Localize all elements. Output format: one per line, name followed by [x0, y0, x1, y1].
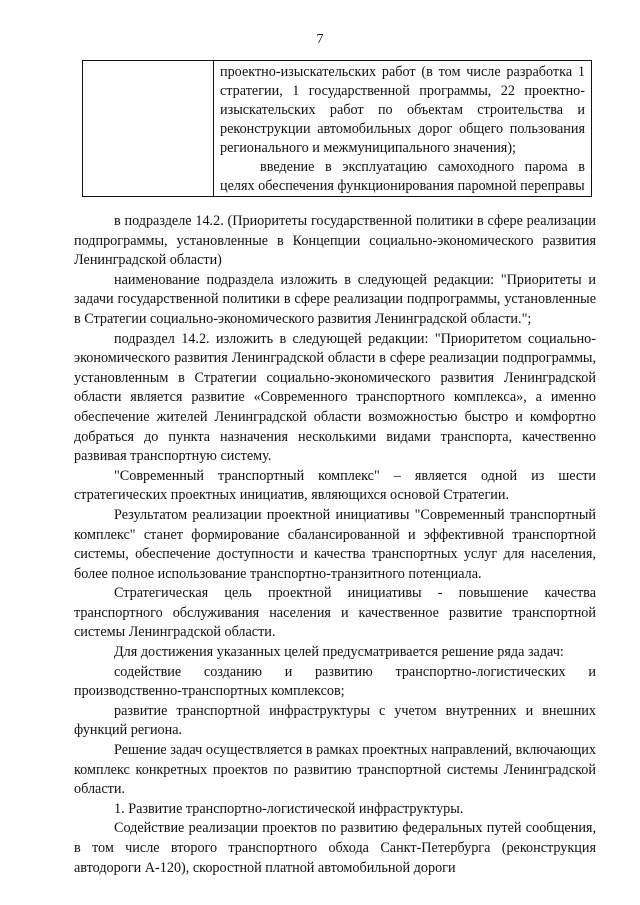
- table-paragraph: проектно-изыскательских работ (в том числе разработка 1 стратегии, 1 государственной программы, 22 проектно-изыскательских работ по объектам строительства и реконструкции автомобильных дорог общего пользования регионального и межмуниципального значения);: [220, 64, 585, 156]
- paragraph: содействие созданию и развитию транспортно-логистических и производственно-транспортных комплексов;: [74, 663, 596, 700]
- paragraph: подраздел 14.2. изложить в следующей редакции: "Приоритетом социально-экономического развития Ленинградской области в сфере реализации подпрограммы, установленным в Стратегии социально-экономического развития Ленинградской области является развитие «Современного транспортного комплекса», а именно обеспечение жителей Ленинградской области возможностью быстро и комфортно добраться до пункта назначения несколькими видами транспорта, качественно развивая транспортную систему.: [74, 330, 596, 465]
- body-text: [74, 212, 596, 878]
- continuation-table: [82, 60, 592, 197]
- paragraph: "Современный транспортный комплекс" – является одной из шести стратегических проектных инициатив, являющихся основой Стратегии.: [74, 467, 596, 504]
- table-cell-text: [214, 61, 592, 197]
- paragraph: Результатом реализации проектной инициативы "Современный транспортный комплекс" станет формирование сбалансированной и эффективной транспортной системы, обеспечение доступности и качества транспортных услуг для населения, более полное использование транспортно-транзитного потенциала.: [74, 506, 596, 582]
- paragraph: 1. Развитие транспортно-логистической инфраструктуры.: [114, 800, 464, 817]
- paragraph: развитие транспортной инфраструктуры с учетом внутренних и внешних функций региона.: [74, 702, 596, 739]
- paragraph: Содействие реализации проектов по развитию федеральных путей сообщения, в том числе второго транспортного обхода Санкт-Петербурга (реконструкция автодороги А-120), скоростной платной автомобильной дороги: [74, 820, 596, 876]
- table-row: [83, 61, 592, 197]
- table-paragraph: введение в эксплуатацию самоходного парома в целях обеспечения функционирования паромной переправы: [220, 159, 585, 194]
- table-cell-empty: [83, 61, 214, 197]
- paragraph: в подразделе 14.2. (Приоритеты государственной политики в сфере реализации подпрограммы, установленные в Концепции социально-экономического развития Ленинградской области): [74, 213, 596, 269]
- paragraph: Стратегическая цель проектной инициативы - повышение качества транспортного обслуживания населения и качественное развитие транспортной системы Ленинградской области.: [74, 585, 596, 641]
- paragraph: Для достижения указанных целей предусматривается решение ряда задач:: [114, 644, 564, 661]
- paragraph: Решение задач осуществляется в рамках проектных направлений, включающих комплекс конкретных проектов по развитию транспортной системы Ленинградской области.: [74, 742, 596, 798]
- paragraph: наименование подраздела изложить в следующей редакции: "Приоритеты и задачи государственной политики в сфере реализации подпрограммы, установленные в Стратегии социально-экономического развития Ленинградской области.";: [74, 271, 596, 327]
- page-number: 7: [316, 32, 324, 47]
